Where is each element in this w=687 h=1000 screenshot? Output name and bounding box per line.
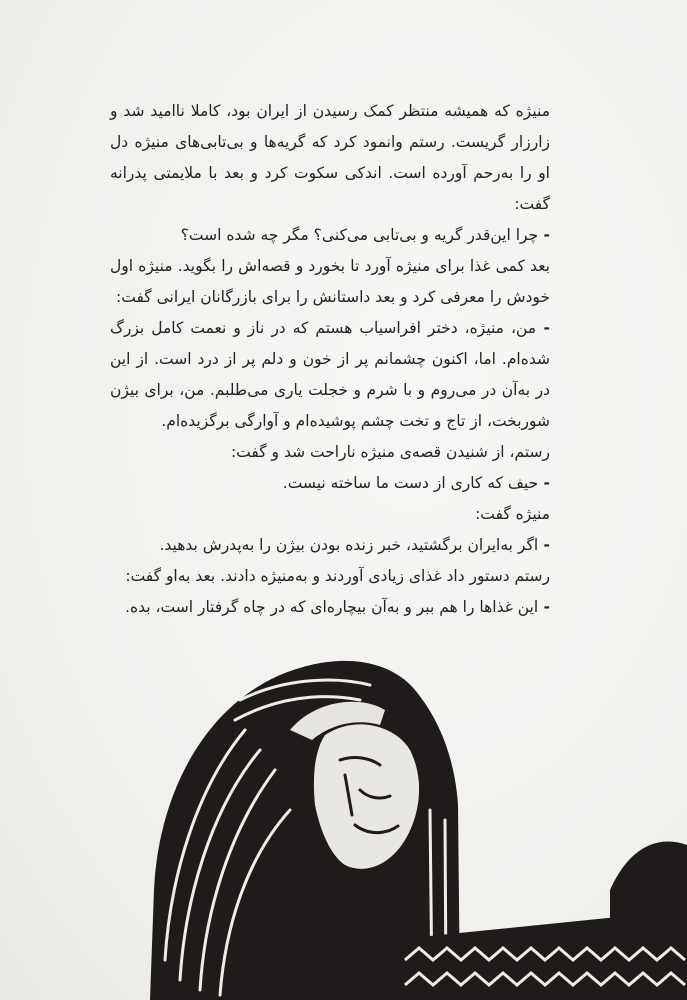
paragraph-narration: منیژه گفت: [475,505,550,523]
paragraph-dialogue: - چرا این‌قدر گریه و بی‌تابی می‌کنی؟ مگر چه شده است؟ [110,220,550,251]
paragraph-dialogue: - من، منیژه، دختر افراسیاب هستم که در ناز و نعمت کامل بزرگ شده‌ام. اما، اکنون چشمانم پر از خون و دلم پر از درد است. از این در به‌آن در می‌روم و با شرم و خجلت یاری می‌طلبم. من، برای بیژن شوربخت، از تاج و تخت چشم پوشیده‌ام و آوارگی برگزیده‌ام. [110,313,550,437]
paragraph-dialogue: - حیف که کاری از دست ما ساخته نیست. [110,468,550,499]
paragraph-narration: رستم دستور داد غذای زیادی آوردند و به‌منیژه دادند. بعد به‌او گفت: [125,567,550,585]
weeping-figure-image [140,640,687,1000]
story-text [110,96,550,623]
paragraph-narration: منیژه که همیشه منتظر کمک رسیدن از ایران بود، کاملا ناامید شد و زارزار گریست. رستم وانمود کرد که گریه‌ها و بی‌تابی‌های منیژه دل او را به‌رحم آورده است. اندکی سکوت کرد و بعد با ملایمتی پدرانه گفت: [110,102,550,213]
paragraph-narration: رستم، از شنیدن قصه‌ی منیژه ناراحت شد و گفت: [230,443,550,461]
paragraph-dialogue: - این غذاها را هم ببر و به‌آن بیچاره‌ای که در چاه گرفتار است، بده. [110,592,550,623]
paragraph-narration: بعد کمی غذا برای منیژه آورد تا بخورد و قصه‌اش را بگوید. منیژه اول خودش را معرفی کرد و بعد داستانش را برای بازرگانان ایرانی گفت: [110,257,550,306]
right-figure [610,841,687,930]
paragraph-dialogue: - اگر به‌ایران برگشتید، خبر زنده بودن بیژن را به‌پدرش بدهید. [110,530,550,561]
woodcut-illustration [140,640,687,1000]
